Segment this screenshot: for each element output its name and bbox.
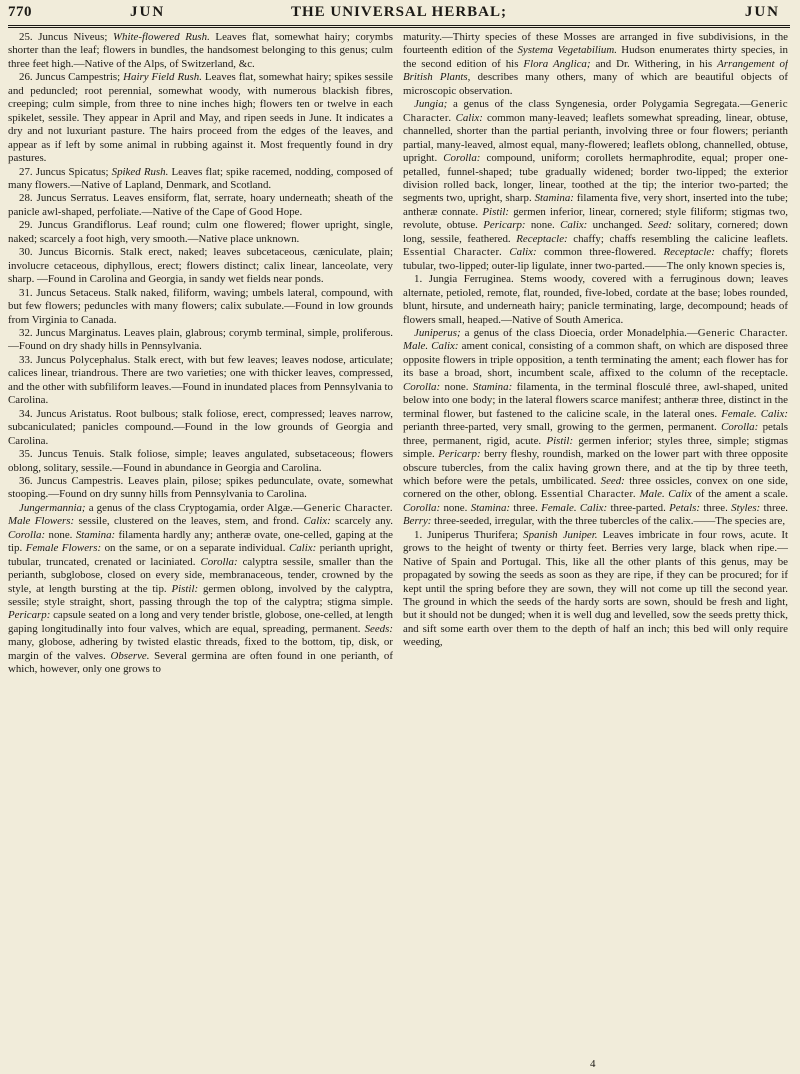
text-run: Leaves flat, somewhat hairy; spikes sessile and peduncled; root perennial, somewhat woody, with numerous blackish fibres, creeping; culm simple, from three to nine inches high; flowers ten or twelve in each spikelet, sessile. They appear in April and May, and ripen seeds in June. It indicates a dry and not luxuriant pasture. The hairs proceed from the edges of the leaves, and appear as if left by some animal in rubbing against it. Most frequently found in dry pastures. [8, 71, 393, 165]
entry-paragraph [403, 31, 788, 98]
italic-text: Corolla: [200, 555, 238, 568]
text-run: a genus of the class Syngenesia, order Polygamia Segregata.— [447, 98, 751, 111]
italic-text: Female. [541, 501, 577, 514]
italic-text: Calix: [579, 501, 608, 514]
text-run: 30. Juncus Bicornis. Stalk erect, naked; leaves subcetaceous, cæniculate, plain; involucre cetaceous, diphyllous, erect; flowers distinct; calix linear, lanceolate, very sharp. —Found in Carolina and Georgia, in sandy wet fields near ponds. [8, 246, 393, 286]
text-run: a genus of the class Cryptogamia, order Algæ.— [85, 501, 304, 514]
italic-text: Pistil: [171, 582, 199, 595]
italic-text: Male. [639, 488, 665, 501]
text-run: and Dr. Withering, in his [590, 57, 718, 70]
entry-paragraph [8, 448, 393, 475]
italic-text: Styles: [731, 501, 761, 514]
right-column [403, 31, 788, 1061]
italic-text: Receptacle: [663, 246, 715, 259]
text-run: 34. Juncus Aristatus. Root bulbous; stalk foliose, erect, compressed; leaves narrow, subcaniculated; panicles compound.—Found in the low grounds of Georgia and Carolina. [8, 407, 393, 447]
entry-paragraph [8, 354, 393, 408]
text-run: filamenta, in the terminal flosculé three, awl-shaped, united below into one body; in the lateral flowers scarce manifest; antheræ three, distinct in the terminal flower, but fastened to the calicine scale, in the lateral ones. [403, 380, 788, 420]
text-run: three-parted. [607, 501, 670, 514]
text-run: 1. Juniperus Thurifera; [414, 528, 524, 541]
text-run: Leaves flat, somewhat hairy; corymbs shorter than the leaf; flowers in bundles, the handsomest belonging to this genus; culm three feet high.—Native of the Alps, of Switzerland, &c. [8, 31, 393, 70]
italic-text: Male Flowers: [8, 515, 75, 528]
text-run: calyptra sessile, smaller than the perianth, subglobose, closed on every side, membranaceous, tender, crowned by the style, at length bursting at the tip. [8, 555, 393, 595]
italic-text: Calix [668, 488, 692, 501]
italic-text: Observe. [110, 649, 150, 662]
italic-text: Calix: [431, 340, 459, 353]
text-run: 27. Juncus Spicatus; [19, 165, 112, 178]
italic-text: Pericarp: [483, 219, 526, 232]
italic-text: Stamina: [75, 528, 116, 541]
italic-text: Spiked Rush. [111, 165, 169, 178]
italic-text: Stamina: [470, 501, 511, 514]
italic-text: Corolla: [8, 528, 46, 541]
text-run: common three-flowered. [536, 246, 664, 259]
text-run: berry fleshy, roundish, marked on the lower part with three opposite obscure tubercles, from the calix having grown there, and at the tip by three teeth, which before were the petals, umbilicated. [403, 448, 788, 487]
italic-text: Pericarp: [8, 609, 51, 622]
page-number: 770 [8, 4, 32, 20]
text-run: petals three, permanent, rigid, acute. [403, 421, 788, 447]
text-run: on the same, or on a separate individual. [101, 542, 289, 555]
text-run: 26. Juncus Campestris; [19, 71, 124, 84]
text-run: 29. Juncus Grandiflorus. Leaf round; culm one flowered; flower upright, single, naked; scarcely a foot high, very smooth.—Native place unknown. [8, 219, 393, 245]
text-run: germen inferior, linear, cornered; style filiform; stigmas two, revolute, obtuse. [403, 205, 788, 232]
small-caps-text: Generic Character. [303, 501, 393, 514]
italic-text: Seeds: [364, 622, 393, 635]
italic-text: Flora Anglica; [523, 57, 591, 70]
italic-text: Calix: [509, 246, 537, 259]
text-run: 28. Juncus Serratus. Leaves ensiform, flat, serrate, hoary underneath; sheath of the panicle awl-shaped, perfoliate.—Native of the Cape of Good Hope. [8, 192, 393, 218]
italic-text: Seed: [600, 474, 625, 487]
header-title: THE UNIVERSAL HERBAL; [290, 4, 508, 20]
italic-text: Male. [403, 340, 429, 353]
italic-text: Corolla: [443, 152, 481, 165]
entry-paragraph [8, 192, 393, 219]
entry-paragraph [8, 71, 393, 165]
entry-paragraph [403, 273, 788, 327]
text-run: capsule seated on a long and very tender bristle, globose, one-celled, at length gaping longitudinally into four valves, which are equal, spreading, permanent. [8, 609, 393, 635]
entry-paragraph [403, 327, 788, 529]
text-run: 25. Juncus Niveus; [19, 31, 113, 43]
italic-text: Hairy Field Rush. [123, 71, 202, 84]
italic-text: Spanish Juniper. [523, 528, 598, 541]
text-run: 32. Juncus Marginatus. Leaves plain, glabrous; corymb terminal, simple, proliferous.—Found on dry shady hills in Pennsylvania. [8, 326, 393, 353]
entry-paragraph [8, 166, 393, 193]
text-run: 35. Juncus Tenuis. Stalk foliose, simple; leaves angulated, subsetaceous; flowers oblong, solitary, sessile.—Found in abundance in Georgia and Carolina. [8, 448, 393, 474]
italic-text: Corolla: [403, 380, 441, 393]
text-run: germen inferior; styles three, simple; stigmas simple. [403, 434, 788, 461]
text-run: scarcely any. [330, 515, 393, 528]
text-run: 1. Jungia Ferruginea. Stems woody, covered with a ferruginous down; leaves alternate, petioled, remote, flat, rounded, five-lobed, cordate at the base; lobes rounded, blunt, hirsute, and underneath hairy; panicle terminating, large, decompound; heads of flowers small, heaped.—Native of South America. [403, 273, 788, 326]
small-caps-text: Essential Character. [540, 488, 637, 501]
text-run: three. [510, 501, 542, 514]
text-run: none. [525, 219, 561, 232]
italic-text: Calix: [560, 219, 588, 232]
entry-paragraph [8, 408, 393, 448]
italic-text: Arrangement of British Plants, [403, 57, 788, 84]
text-run: ament conical, consisting of a common shaft, on which are disposed three opposite flowers in triple opposition, a tenth terminating the ament; each flower has for its base a broad, short, incumbent scale, affixed to the column of the receptacle. [403, 340, 788, 380]
italic-text: Pistil: [482, 205, 510, 218]
italic-text: Calix: [288, 542, 317, 555]
italic-text: Pistil: [546, 434, 574, 447]
italic-text: Calix: [303, 515, 331, 528]
text-run: unchanged. [587, 219, 648, 232]
italic-text: Female. [721, 407, 757, 420]
italic-text: Seed: [647, 219, 673, 232]
text-run: none. [440, 501, 471, 514]
italic-text: Female Flowers: [25, 542, 102, 555]
small-caps-text: Essential Character. [403, 246, 503, 259]
entry-paragraph [8, 246, 393, 286]
entry-paragraph [8, 327, 393, 354]
text-run: three. [700, 501, 732, 514]
entry-paragraph [403, 98, 788, 273]
text-run: Leaves imbricate in four rows, acute. It grows to the height of twenty or thirty feet. Berries very large, black when ripe.—Native of Spain and Portugal. This, like all the other plants of this genus, may be propagated by sowing the seeds as soon as they are ripe, if they can be procured; for if kept until the spring before they are sown, they will not come up till the second year. The ground in which the seeds of the hardy sorts are sown, should be fresh and light, but it should not be dunged; when it is well dug and levelled, sow the seeds pretty thick, and sift some earth over them to the depth of half an inch; this bed will only require weeding, [403, 528, 788, 649]
entry-paragraph [403, 529, 788, 650]
text-run: three. [760, 501, 788, 514]
italic-text: Corolla: [403, 501, 441, 514]
text-run: Several germina are often found in one perianth, of which, however, only one grows to [8, 649, 393, 676]
text-run: of the ament a scale. [691, 488, 788, 501]
small-caps-text: Generic Character. [403, 98, 788, 124]
italic-text: Stamina: [472, 380, 513, 393]
small-caps-text: Generic Character. [697, 326, 788, 339]
italic-text: Systema Vegetabilium. [517, 44, 617, 57]
italic-text: Jungia; [414, 98, 448, 111]
text-run: compound, uniform; corollets hermaphrodite, equal; proper one-petalled, funnel-shaped; tube gradually widened; border two-lipped; the exterior division rolled back, longer, linear, toothed at the tip; the interior two-parted; the segments two, upright, sharp. [403, 152, 788, 205]
text-run: filamenta five, very short, inserted into the tube; antheræ connate. [403, 192, 788, 218]
italic-text: Berry: [403, 515, 432, 528]
signature-mark: 4 [590, 1058, 596, 1070]
italic-text: Stamina: [534, 192, 574, 205]
header-left-word: JUN [130, 4, 166, 20]
text-run: none. [45, 528, 76, 541]
text-run: germen oblong, involved by the calyptra, sessile; style straight, short, passing through the top of the calyptra; stigma simple. [8, 582, 393, 609]
text-run: chaffy; florets tubular, two-lipped; outer-lip ligulate, inner two-parted.——The only known species is, [403, 246, 788, 272]
text-run: solitary, cornered; down long, sessile, feathered. [403, 219, 788, 245]
text-run: sessile, clustered on the leaves, stem, and frond. [74, 515, 304, 528]
text-run: common many-leaved; leaflets somewhat spreading, linear, obtuse, channelled, shorter than the partial perianth, involving three or four flowers; perianth partial, many-leaved, almost equal, many-flowered; leaflets oblong, channelled, obtuse, upright. [403, 111, 788, 165]
entry-paragraph [8, 502, 393, 677]
entry-paragraph [8, 219, 393, 246]
text-run: perianth upright, tubular, truncated, crenated or laciniated. [8, 542, 393, 568]
text-run: 36. Juncus Campestris. Leaves plain, pilose; spikes pedunculate, ovate, somewhat stooping.—Found on dry sunny hills from Pennsylvania to Carolina. [8, 474, 393, 501]
italic-text: Calix: [760, 407, 788, 420]
italic-text: Receptacle: [516, 232, 568, 245]
italic-text: Jungermannia; [19, 501, 86, 514]
entry-paragraph [8, 287, 393, 327]
text-run: chaffy; chaffs resembling the calicine leaflets. [567, 232, 788, 245]
italic-text: Calix: [455, 111, 483, 124]
text-run: three-seeded, irregular, with the three tubercles of the calix.——The species are, [431, 515, 786, 528]
text-run: perianth three-parted, very small, growing to the germen, permanent. [403, 421, 722, 434]
text-run: maturity.—Thirty species of these Mosses are arranged in five subdivisions, in the fourteenth edition of the [403, 31, 788, 57]
italic-text: Juniperus; [414, 326, 461, 339]
text-run: none. [440, 380, 473, 393]
text-run: a genus of the class Dioecia, order Monadelphia.— [460, 326, 698, 339]
italic-text: Petals: [669, 501, 700, 514]
text-run: Leaves flat; spike racemed, nodding, composed of many flowers.—Native of Lapland, Denmark, and Scotland. [8, 165, 393, 191]
text-run: filamenta hardly any; antheræ ovate, one-celled, gaping at the tip. [8, 528, 393, 555]
text-run: three ossicles, convex on one side, cornered on the other, oblong. [403, 474, 788, 501]
entry-paragraph [8, 31, 393, 71]
text-run: many, globose, adhering by twisted elastic threads, fixed to the bottom, tip, disk, or margin of the valves. [8, 636, 393, 662]
text-run: 33. Juncus Polycephalus. Stalk erect, with but few leaves; leaves nodose, articulate; calices linear, triandrous. There are two varieties; one with thicker leaves, compressed, and the other with subfiliform leaves.—Found in inundated places from Pennsylvania to Carolina. [8, 353, 393, 407]
italic-text: White-flowered Rush. [112, 31, 210, 43]
header-rule [8, 25, 790, 28]
text-run: describes many others, many of which are beautiful objects of microscopic observation. [403, 71, 788, 97]
left-column [8, 31, 393, 1061]
text-run: Hudson enumerates thirty species, in the second edition of his [403, 44, 788, 70]
header-right-word: JUN [744, 4, 780, 20]
entry-paragraph [8, 475, 393, 502]
italic-text: Corolla: [721, 421, 759, 434]
italic-text: Pericarp: [438, 448, 481, 461]
text-run: 31. Juncus Setaceus. Stalk naked, filiform, waving; umbels lateral, compound, with but few flowers; peduncles with many flowers; calix subulate.—Found in low grounds from Virginia to Canada. [8, 286, 393, 326]
